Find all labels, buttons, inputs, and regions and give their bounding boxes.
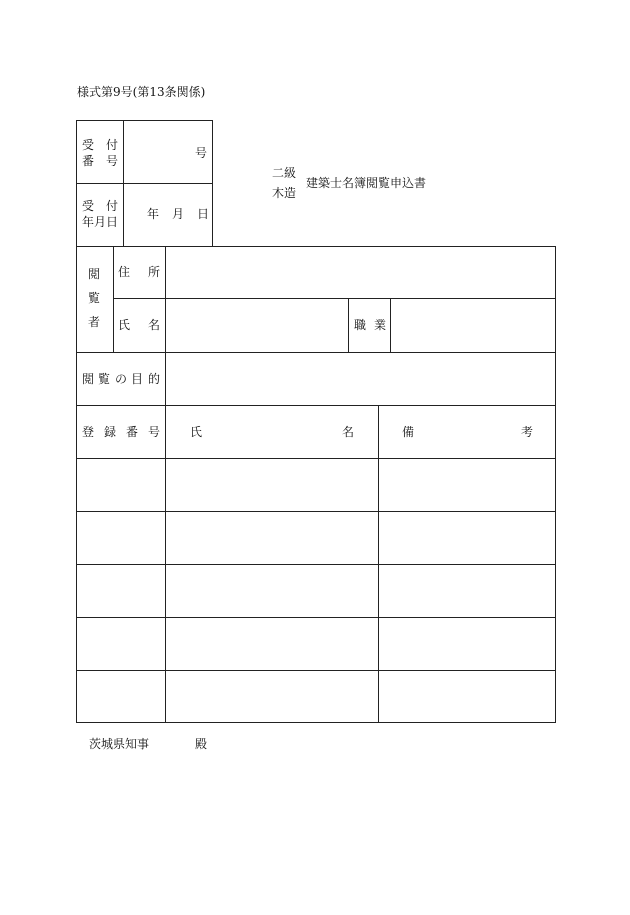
receipt-number-label-2a: 番 <box>82 154 95 168</box>
name-label-b: 名 <box>148 318 161 332</box>
title-main: 建築士名簿閲覧申込書 <box>306 176 427 190</box>
name-label-a: 氏 <box>118 318 131 332</box>
receipt-date-label-2: 年月日 <box>82 215 119 229</box>
receipt-date-label-1b: 付 <box>106 199 119 213</box>
reg-header-char-2: 録 <box>104 425 117 439</box>
address-label-b: 所 <box>148 265 161 279</box>
occupation-label-b: 業 <box>374 318 387 332</box>
viewer-group-char-3: 者 <box>88 315 101 329</box>
occupation-label-a: 職 <box>354 318 367 332</box>
addressee-honorific: 殿 <box>195 737 208 751</box>
purpose-label-char-5: 的 <box>148 372 161 386</box>
receipt-number-label-1a: 受 <box>82 138 95 152</box>
title-kind-line2: 木造 <box>272 186 297 200</box>
receipt-number-label-2b: 号 <box>106 154 119 168</box>
viewer-group-char-1: 閲 <box>88 267 101 281</box>
addressee: 茨城県知事 <box>89 737 150 751</box>
remarks-header-b: 考 <box>521 425 534 439</box>
reg-header-char-1: 登 <box>82 425 95 439</box>
reg-header-char-3: 番 <box>126 425 139 439</box>
remarks-header-a: 備 <box>402 425 415 439</box>
purpose-label-char-3: の <box>115 372 128 386</box>
name-header-a: 氏 <box>190 425 203 439</box>
purpose-label-char-1: 閲 <box>82 372 95 386</box>
viewer-group-char-2: 覧 <box>88 291 101 305</box>
receipt-date-day: 日 <box>197 207 210 221</box>
receipt-date-month: 月 <box>172 207 185 221</box>
receipt-date-year: 年 <box>147 207 160 221</box>
name-header-b: 名 <box>342 425 355 439</box>
receipt-number-label-1b: 付 <box>106 138 119 152</box>
receipt-date-label-1a: 受 <box>82 199 95 213</box>
title-kind-line1: 二級 <box>272 166 297 180</box>
purpose-label-char-2: 覧 <box>98 372 111 386</box>
receipt-number-suffix: 号 <box>195 146 208 160</box>
form-number: 様式第9号(第13条関係) <box>77 85 206 99</box>
address-label-a: 住 <box>118 265 131 279</box>
purpose-label-char-4: 目 <box>131 372 144 386</box>
reg-header-char-4: 号 <box>148 425 161 439</box>
